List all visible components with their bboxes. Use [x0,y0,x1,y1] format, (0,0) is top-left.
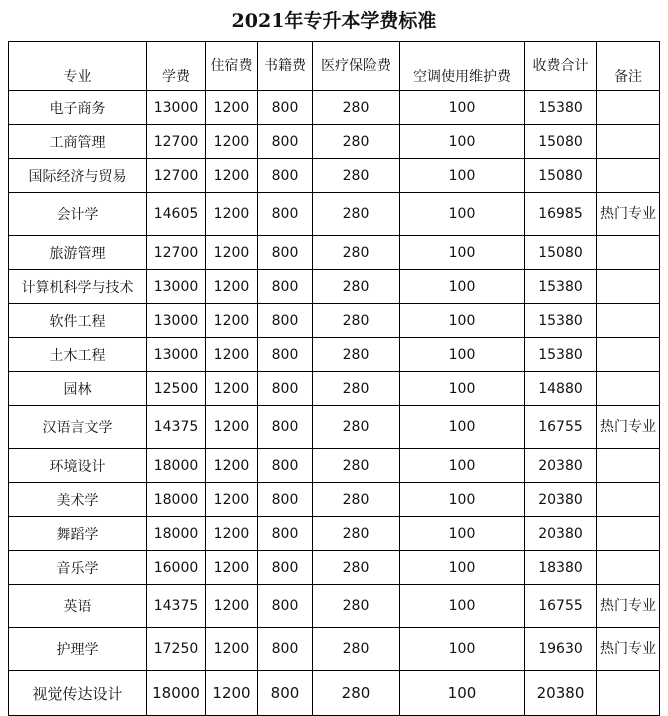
cell-major: 旅游管理 [9,236,147,270]
cell-major: 工商管理 [9,125,147,159]
cell-notes [597,304,660,338]
cell-dorm: 1200 [206,91,258,125]
cell-dorm: 1200 [206,406,258,449]
cell-total: 15080 [525,125,597,159]
cell-ac: 100 [400,406,525,449]
cell-books: 800 [258,125,313,159]
cell-tuition: 13000 [147,91,206,125]
cell-ac: 100 [400,585,525,628]
cell-major: 美术学 [9,483,147,517]
cell-total: 16755 [525,585,597,628]
cell-notes [597,338,660,372]
table-row [9,91,660,125]
table-row [9,517,660,551]
table-row [9,551,660,585]
cell-notes [597,551,660,585]
cell-books: 800 [258,551,313,585]
cell-tuition: 18000 [147,483,206,517]
cell-total: 15380 [525,91,597,125]
cell-ac: 100 [400,338,525,372]
cell-dorm: 1200 [206,671,258,716]
cell-total: 15080 [525,236,597,270]
cell-medical: 280 [313,91,400,125]
cell-ac: 100 [400,159,525,193]
cell-total: 15080 [525,159,597,193]
cell-notes [597,236,660,270]
cell-dorm: 1200 [206,270,258,304]
cell-dorm: 1200 [206,517,258,551]
cell-medical: 280 [313,551,400,585]
cell-tuition: 13000 [147,338,206,372]
cell-tuition: 13000 [147,304,206,338]
cell-dorm: 1200 [206,585,258,628]
cell-ac: 100 [400,628,525,671]
cell-major: 音乐学 [9,551,147,585]
cell-total: 16985 [525,193,597,236]
cell-total: 14880 [525,372,597,406]
cell-medical: 280 [313,159,400,193]
cell-ac: 100 [400,125,525,159]
cell-total: 20380 [525,449,597,483]
cell-ac: 100 [400,372,525,406]
cell-tuition: 13000 [147,270,206,304]
table-row [9,236,660,270]
cell-notes [597,91,660,125]
cell-books: 800 [258,628,313,671]
cell-ac: 100 [400,551,525,585]
cell-notes: 热门专业 [597,628,660,671]
cell-books: 800 [258,517,313,551]
cell-tuition: 12700 [147,125,206,159]
table-row [9,628,660,671]
cell-notes [597,483,660,517]
cell-books: 800 [258,671,313,716]
header-ac: 空调使用维护费 [400,42,525,91]
cell-tuition: 17250 [147,628,206,671]
table-row [9,585,660,628]
table-row [9,304,660,338]
header-notes: 备注 [597,42,660,91]
cell-total: 15380 [525,304,597,338]
table-row [9,159,660,193]
table-row [9,483,660,517]
cell-medical: 280 [313,671,400,716]
table-row [9,372,660,406]
cell-dorm: 1200 [206,483,258,517]
cell-ac: 100 [400,304,525,338]
cell-total: 19630 [525,628,597,671]
header-medical: 医疗保险费 [313,42,400,91]
cell-medical: 280 [313,585,400,628]
cell-major: 英语 [9,585,147,628]
cell-medical: 280 [313,483,400,517]
cell-ac: 100 [400,270,525,304]
cell-major: 会计学 [9,193,147,236]
cell-medical: 280 [313,449,400,483]
cell-tuition: 12700 [147,159,206,193]
cell-notes [597,449,660,483]
cell-dorm: 1200 [206,193,258,236]
cell-total: 20380 [525,517,597,551]
header-tuition: 学费 [147,42,206,91]
cell-books: 800 [258,304,313,338]
table-row [9,449,660,483]
cell-medical: 280 [313,270,400,304]
cell-ac: 100 [400,91,525,125]
cell-total: 20380 [525,671,597,716]
cell-books: 800 [258,338,313,372]
cell-tuition: 18000 [147,517,206,551]
cell-tuition: 14375 [147,585,206,628]
cell-medical: 280 [313,338,400,372]
cell-dorm: 1200 [206,236,258,270]
cell-dorm: 1200 [206,551,258,585]
cell-books: 800 [258,236,313,270]
cell-major: 计算机科学与技术 [9,270,147,304]
cell-ac: 100 [400,236,525,270]
fee-table [8,41,660,716]
cell-notes [597,517,660,551]
cell-ac: 100 [400,483,525,517]
cell-medical: 280 [313,193,400,236]
header-dorm: 住宿费 [206,42,258,91]
table-row [9,193,660,236]
cell-dorm: 1200 [206,304,258,338]
cell-tuition: 14375 [147,406,206,449]
cell-medical: 280 [313,125,400,159]
table-row [9,125,660,159]
cell-ac: 100 [400,671,525,716]
cell-dorm: 1200 [206,338,258,372]
cell-dorm: 1200 [206,159,258,193]
page-title: 2021年专升本学费标准 [231,10,437,32]
cell-major: 土木工程 [9,338,147,372]
cell-medical: 280 [313,406,400,449]
cell-medical: 280 [313,372,400,406]
cell-ac: 100 [400,449,525,483]
header-books: 书籍费 [258,42,313,91]
cell-major: 软件工程 [9,304,147,338]
cell-notes: 热门专业 [597,406,660,449]
cell-total: 15380 [525,338,597,372]
cell-total: 18380 [525,551,597,585]
cell-major: 视觉传达设计 [9,671,147,716]
cell-major: 园林 [9,372,147,406]
cell-books: 800 [258,585,313,628]
cell-books: 800 [258,193,313,236]
cell-major: 护理学 [9,628,147,671]
table-row [9,338,660,372]
cell-medical: 280 [313,304,400,338]
cell-total: 20380 [525,483,597,517]
header-row [9,42,660,91]
cell-books: 800 [258,406,313,449]
cell-notes: 热门专业 [597,585,660,628]
cell-major: 环境设计 [9,449,147,483]
header-total: 收费合计 [525,42,597,91]
cell-ac: 100 [400,517,525,551]
cell-tuition: 16000 [147,551,206,585]
cell-tuition: 12500 [147,372,206,406]
cell-medical: 280 [313,628,400,671]
cell-medical: 280 [313,517,400,551]
cell-ac: 100 [400,193,525,236]
cell-major: 国际经济与贸易 [9,159,147,193]
cell-medical: 280 [313,236,400,270]
cell-books: 800 [258,270,313,304]
cell-notes [597,159,660,193]
cell-major: 电子商务 [9,91,147,125]
cell-major: 舞蹈学 [9,517,147,551]
cell-tuition: 18000 [147,671,206,716]
cell-dorm: 1200 [206,372,258,406]
cell-notes [597,270,660,304]
header-major: 专业 [9,42,147,91]
cell-tuition: 14605 [147,193,206,236]
cell-notes [597,372,660,406]
cell-notes [597,671,660,716]
cell-major: 汉语言文学 [9,406,147,449]
table-row [9,270,660,304]
cell-notes [597,125,660,159]
cell-tuition: 18000 [147,449,206,483]
cell-notes: 热门专业 [597,193,660,236]
cell-books: 800 [258,449,313,483]
table-row [9,671,660,716]
cell-books: 800 [258,91,313,125]
cell-books: 800 [258,372,313,406]
cell-dorm: 1200 [206,125,258,159]
cell-books: 800 [258,483,313,517]
cell-books: 800 [258,159,313,193]
cell-total: 16755 [525,406,597,449]
cell-total: 15380 [525,270,597,304]
cell-dorm: 1200 [206,449,258,483]
cell-tuition: 12700 [147,236,206,270]
cell-dorm: 1200 [206,628,258,671]
table-row [9,406,660,449]
